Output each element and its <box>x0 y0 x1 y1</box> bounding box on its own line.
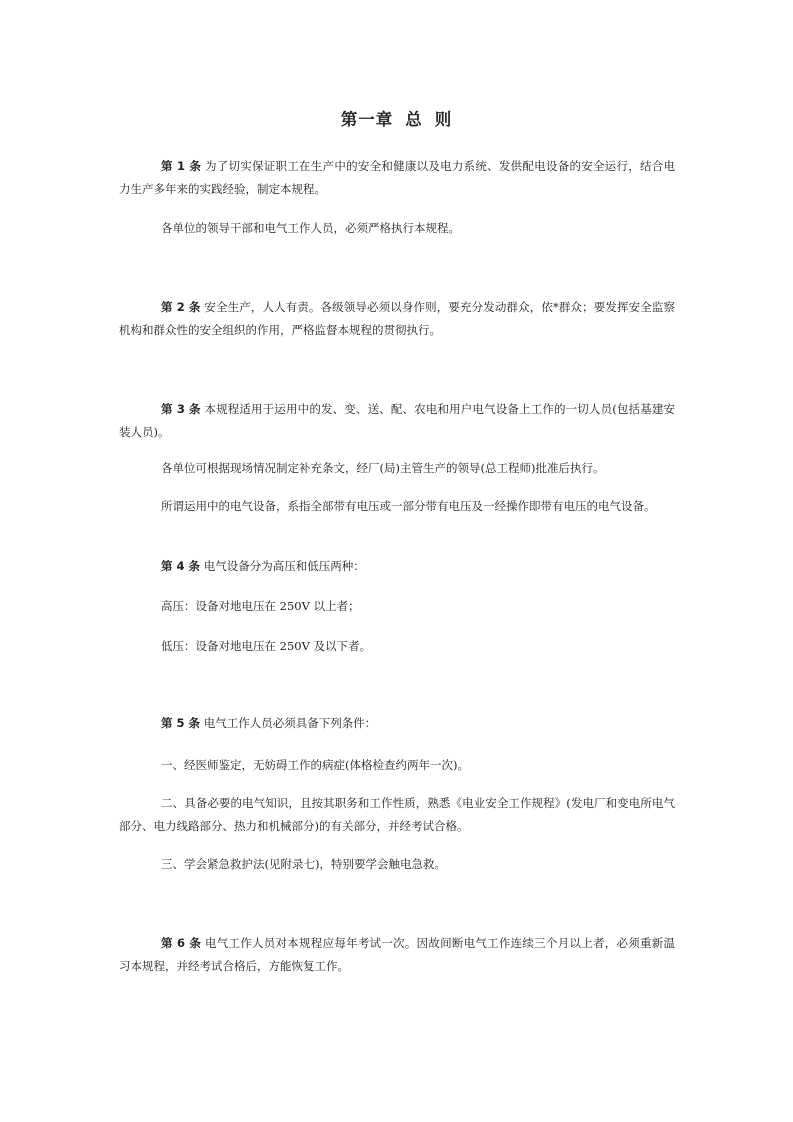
article-2-text: 安全生产，人人有责。各级领导必须以身作则，要充分发动群众，依*群众；要发挥安全监察机构和群众性的安全组织的作用，严格监督本规程的贯彻执行。 <box>119 300 676 337</box>
article-4-paragraph <box>119 555 675 578</box>
article-4-label <box>161 559 200 573</box>
article-number: 5 <box>176 716 185 730</box>
article-5-label <box>161 716 200 730</box>
article-6-paragraph <box>119 932 675 978</box>
article-number: 6 <box>177 936 186 950</box>
article-label-prefix: 第 <box>161 559 173 573</box>
article-5-text: 电气工作人员必须具备下列条件： <box>203 716 377 730</box>
article-label-prefix: 第 <box>161 936 173 950</box>
article-3-text: 本规程适用于运用中的发、变、送、配、农电和用户电气设备上工作的一切人员(包括基建安装人员)。 <box>119 402 675 439</box>
article-label-prefix: 第 <box>161 300 173 314</box>
article-3-label <box>161 402 201 416</box>
article-1-label <box>161 159 201 173</box>
article-5-paragraph <box>119 712 675 735</box>
article-1-paragraph-2: 各单位的领导干部和电气工作人员，必须严格执行本规程。 <box>161 221 460 235</box>
article-4-low-voltage: 低压：设备对地电压在 250V 及以下者。 <box>161 639 372 653</box>
article-label-suffix: 条 <box>189 936 202 950</box>
article-5-item-2: 二、具备必要的电气知识，且按其职务和工作性质，熟悉《电业安全工作规程》(发电厂和变电所电气部分、电力线路部分、热力和机械部分)的有关部分，并经考试合格。 <box>119 796 675 833</box>
article-number: 3 <box>176 402 185 416</box>
article-label-suffix: 条 <box>189 159 202 173</box>
article-4-high-voltage: 高压：设备对地电压在 250V 以上者； <box>161 599 360 613</box>
article-2-label <box>161 300 201 314</box>
article-number: 1 <box>177 159 186 173</box>
article-label-prefix: 第 <box>161 716 173 730</box>
chapter-title <box>0 106 793 130</box>
chapter-number: 第一章 <box>340 110 394 129</box>
article-3-paragraph-2: 各单位可根据现场情况制定补充条文，经厂(局)主管生产的领导(总工程师)批准后执行。 <box>161 461 605 475</box>
article-3-paragraph <box>119 398 675 444</box>
article-label-suffix: 条 <box>188 559 201 573</box>
article-2-paragraph <box>119 296 675 342</box>
article-3-paragraph-3: 所谓运用中的电气设备，系指全部带有电压或一部分带有电压及一经操作即带有电压的电气设备。 <box>161 499 656 513</box>
article-1-paragraph <box>119 155 675 201</box>
article-5-item-1: 一、经医师鉴定，无妨碍工作的病症(体格检查约两年一次)。 <box>161 758 469 772</box>
article-label-suffix: 条 <box>188 402 201 416</box>
chapter-name-1: 总 <box>405 110 423 129</box>
article-6-text: 电气工作人员对本规程应每年考试一次。因故间断电气工作连续三个月以上者，必须重新温习本规程，并经考试合格后，方能恢复工作。 <box>119 936 676 973</box>
article-label-suffix: 条 <box>188 300 201 314</box>
article-label-suffix: 条 <box>188 716 201 730</box>
article-1-text: 为了切实保证职工在生产中的安全和健康以及电力系统、发供配电设备的安全运行，结合电力生产多年来的实践经验，制定本规程。 <box>119 159 676 196</box>
article-number: 2 <box>176 300 185 314</box>
article-4-text: 电气设备分为高压和低压两种： <box>203 559 365 573</box>
article-6-label <box>161 936 201 950</box>
article-label-prefix: 第 <box>161 402 173 416</box>
article-label-prefix: 第 <box>161 159 173 173</box>
article-number: 4 <box>176 559 185 573</box>
chapter-name-2: 则 <box>434 110 453 129</box>
article-5-item-3: 三、学会紧急救护法(见附录七)，特别要学会触电急救。 <box>161 857 446 871</box>
